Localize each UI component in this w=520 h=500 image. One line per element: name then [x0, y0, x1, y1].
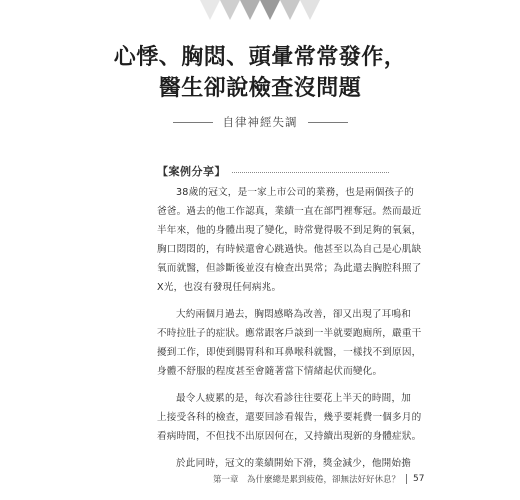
- subtitle: 自律神經失調: [222, 115, 298, 129]
- text-line: 上接受各科的檢查，還要回診看報告，幾乎要耗費一個多月的: [157, 412, 422, 423]
- paragraph: [157, 305, 422, 381]
- decorative-triangle: [280, 0, 300, 20]
- decorative-triangle: [220, 0, 240, 20]
- chapter-title-line-1: 心悸、胸悶、頭暈常常發作，: [113, 44, 407, 70]
- decorative-triangle: [240, 0, 260, 20]
- footer-chapter-title: 第一章 為什麼總是累到疲倦，卻無法好好休息？: [213, 475, 401, 485]
- text-line: 於此同時，冠文的業績開始下滑，獎金減少，他開始擔: [176, 458, 412, 469]
- text-line: 爸爸。過去的他工作認真，業績一直在部門裡奪冠。然而最近: [157, 206, 422, 217]
- subtitle-rule-right: [308, 122, 348, 123]
- decorative-triangle: [260, 0, 280, 20]
- text-line: 氧而就醫，但診斷後並沒有檢查出異常；為此還去胸腔科照了: [157, 263, 422, 274]
- page-number: 57: [413, 474, 425, 484]
- page-footer: [213, 473, 424, 485]
- section-dotted-rule: [232, 172, 389, 173]
- text-line: 身體不舒服的程度甚至會隨著當下情緒起伏而變化。: [157, 366, 383, 377]
- footer-divider: [406, 474, 407, 484]
- subtitle-rule-left: [173, 122, 213, 123]
- paragraph: [157, 389, 422, 446]
- chapter-title-line-2: 醫生卻說檢查沒問題: [158, 75, 362, 101]
- text-line: X光，也沒有發現任何病兆。: [157, 282, 282, 293]
- text-line: 看病時間，不但找不出原因何在，又持續出現新的身體症狀。: [157, 431, 422, 442]
- text-line: 大約兩個月過去，胸悶感略為改善，卻又出現了耳鳴和: [176, 309, 412, 320]
- text-line: 最令人疲累的是，每次看診往往要花上半天的時間，加: [176, 393, 412, 404]
- subtitle-row: [0, 114, 520, 130]
- text-line: 半年來，他的身體出現了變化，時常覺得吸不到足夠的氧氣，: [157, 225, 422, 236]
- chapter-title: [0, 42, 520, 104]
- decorative-triangle: [300, 0, 320, 20]
- text-line: 胸口悶悶的，有時候還會心跳過快。他甚至以為自己是心肌缺: [157, 244, 422, 255]
- section-heading: [157, 163, 389, 179]
- text-line: 38歲的冠文，是一家上市公司的業務，也是兩個孩子的: [176, 187, 414, 198]
- decorative-triangle: [200, 0, 220, 20]
- paragraph: [157, 183, 422, 297]
- text-line: 不時拉肚子的症狀。應常跟客戶談到一半就要跑廁所，嚴重干: [157, 328, 422, 339]
- decorative-triangle-band: [200, 0, 320, 22]
- section-label: 【案例分享】: [157, 165, 226, 178]
- text-line: 擾到工作，即使到腸胃科和耳鼻喉科就醫，一樣找不到原因，: [157, 347, 422, 358]
- paragraph: [157, 454, 412, 473]
